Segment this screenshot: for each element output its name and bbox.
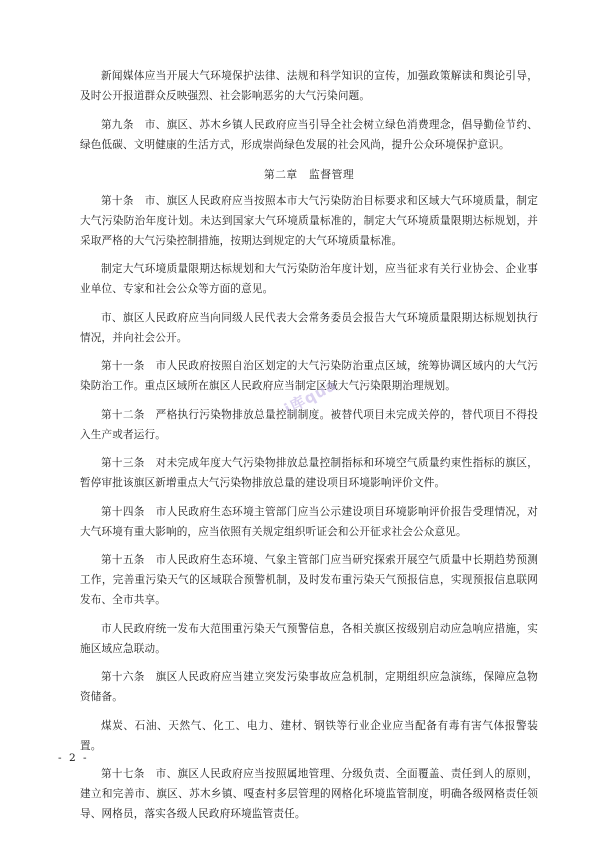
page-content <box>80 66 538 833</box>
watermark: i库qua <box>281 375 340 419</box>
paragraph-article-10-report: 市、旗区人民政府应当向同级人民代表大会常务委员会报告大气环境质量限期达标规划执行情况，并向社会公开。 <box>80 311 538 344</box>
paragraph-article-10-planning: 制定大气环境质量限期达标规划和大气污染防治年度计划，应当征求有关行业协会、企业事业单位、专家和社会公众等方面的意见。 <box>80 263 538 295</box>
paragraph-article-15: 第十五条 市人民政府生态环境、气象主管部门应当研究探索开展空气质量中长期趋势预测工作，完善重污染天气的区域联合预警机制，及时发布重污染天气预报信息，实现预报信息联网发布、全市共享。 <box>80 554 538 606</box>
paragraph-article-9: 第九条 市、旗区、苏木乡镇人民政府应当引导全社会树立绿色消费理念，倡导勤俭节约、绿色低碳、文明健康的生活方式，形成崇尚绿色发展的社会风尚，提升公众环境保护意识。 <box>80 118 538 151</box>
paragraph-article-11: 第十一条 市人民政府按照自治区划定的大气污染防治重点区域，统筹协调区域内的大气污染防治工作。重点区域所在旗区人民政府应当制定区域大气污染限期治理规划。 <box>80 360 538 392</box>
paragraph-article-14: 第十四条 市人民政府生态环境主管部门应当公示建设项目环境影响评价报告受理情况，对大气环境有重大影响的，应当依照有关规定组织听证会和公开征求社会公众意见。 <box>80 505 538 538</box>
paragraph-article-10: 第十条 市、旗区人民政府应当按照本市大气污染防治目标要求和区域大气环境质量，制定大气污染防治年度计划。未达到国家大气环境质量标准的，制定大气环境质量限期达标规划，并采取严格的大气污染控制措施，按期达到规定的大气环境质量标准。 <box>80 194 538 247</box>
page-number: - 2 - <box>58 752 89 764</box>
paragraph-article-16-alarm: 煤炭、石油、天然气、化工、电力、建材、钢铁等行业企业应当配备有毒有害气体报警装置。 <box>80 719 538 752</box>
paragraph-article-17: 第十七条 市、旗区人民政府应当按照属地管理、分级负责、全面覆盖、责任到人的原则，建立和完善市、旗区、苏木乡镇、嘎查村多层管理的网格化环境监管制度，明确各级网格责任领导、网格员，落实各级人民政府环境监管责任。 <box>80 768 538 820</box>
paragraph-media-publicity: 新闻媒体应当开展大气环境保护法律、法规和科学知识的宣传，加强政策解读和舆论引导，及时公开报道群众反映强烈、社会影响恶劣的大气污染问题。 <box>80 70 538 102</box>
paragraph-article-15-warning: 市人民政府统一发布大范围重污染天气预警信息，各相关旗区按级别启动应急响应措施，实施区域应急联动。 <box>80 622 538 655</box>
paragraph-article-13: 第十三条 对未完成年度大气污染物排放总量控制指标和环境空气质量约束性指标的旗区，暂停审批该旗区新增重点大气污染物排放总量的建设项目环境影响评价文件。 <box>80 457 538 489</box>
paragraph-article-16: 第十六条 旗区人民政府应当建立突发污染事故应急机制，定期组织应急演练，保障应急物资储备。 <box>80 671 538 703</box>
paragraph-article-12: 第十二条 严格执行污染物排放总量控制制度。被替代项目未完成关停的，替代项目不得投入生产或者运行。 <box>80 408 538 441</box>
chapter-title: 第二章 监督管理 <box>263 167 355 181</box>
